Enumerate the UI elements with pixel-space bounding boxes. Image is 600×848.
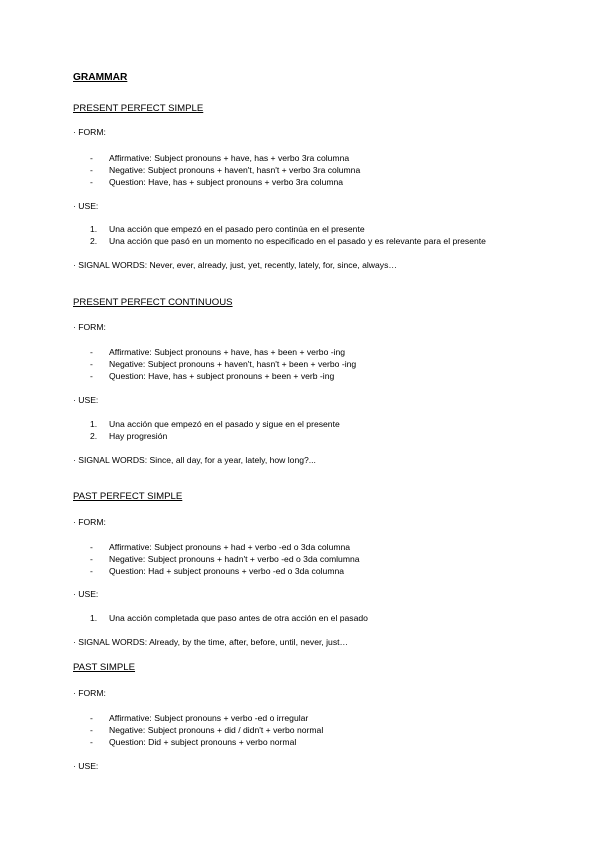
use-label: · USE: <box>73 761 99 771</box>
form-label: · FORM: <box>73 322 106 332</box>
signal-words: · SIGNAL WORDS: Never, ever, already, just, yet, recently, lately, for, since, always… <box>73 260 397 270</box>
use-label: · USE: <box>73 589 99 599</box>
form-item: Negative: Subject pronouns + did / didn't + verbo normal <box>109 725 324 735</box>
use-label: · USE: <box>73 395 99 405</box>
form-item: Negative: Subject pronouns + haven't, hasn't + been + verbo -ing <box>109 359 357 369</box>
form-item: Affirmative: Subject pronouns + have, has + verbo 3ra columna <box>109 153 350 163</box>
form-item: Affirmative: Subject pronouns + had + verbo -ed o 3da columna <box>109 542 351 552</box>
list-number: 2. <box>90 431 98 441</box>
list-number: 1. <box>90 224 98 234</box>
list-number: 1. <box>90 613 98 623</box>
bullet: - <box>90 371 93 381</box>
signal-words: · SIGNAL WORDS: Already, by the time, after, before, until, never, just… <box>73 637 349 647</box>
form-label: · FORM: <box>73 517 106 527</box>
form-item: Negative: Subject pronouns + hadn't + verbo -ed o 3da comlumna <box>109 554 360 564</box>
use-item: Una acción que empezó en el pasado pero continúa en el presente <box>109 224 365 234</box>
form-label: · FORM: <box>73 127 106 137</box>
form-item: Question: Had + subject pronouns + verbo -ed o 3da columna <box>109 566 345 576</box>
signal-words: · SIGNAL WORDS: Since, all day, for a year, lately, how long?... <box>73 455 316 465</box>
use-item: Hay progresión <box>109 431 168 441</box>
bullet: - <box>90 566 93 576</box>
list-number: 1. <box>90 419 98 429</box>
bullet: - <box>90 165 93 175</box>
bullet: - <box>90 725 93 735</box>
form-item: Question: Have, has + subject pronouns + been + verb -ing <box>109 371 335 381</box>
section-heading: PAST PERFECT SIMPLE <box>73 491 183 502</box>
form-item: Question: Did + subject pronouns + verbo normal <box>109 737 297 747</box>
section-heading: PRESENT PERFECT CONTINUOUS <box>73 297 233 308</box>
bullet: - <box>90 347 93 357</box>
bullet: - <box>90 554 93 564</box>
form-item: Negative: Subject pronouns + haven't, hasn't + verbo 3ra columna <box>109 165 361 175</box>
bullet: - <box>90 177 93 187</box>
page-title: GRAMMAR <box>73 72 128 83</box>
bullet: - <box>90 359 93 369</box>
section-heading: PRESENT PERFECT SIMPLE <box>73 103 204 114</box>
use-item: Una acción que pasó en un momento no especificado en el pasado y es relevante para el presente <box>109 236 486 246</box>
use-item: Una acción completada que paso antes de otra acción en el pasado <box>109 613 368 623</box>
bullet: - <box>90 542 93 552</box>
list-number: 2. <box>90 236 98 246</box>
section-heading: PAST SIMPLE <box>73 662 136 673</box>
use-label: · USE: <box>73 201 99 211</box>
form-item: Affirmative: Subject pronouns + verbo -ed o irregular <box>109 713 309 723</box>
use-item: Una acción que empezó en el pasado y sigue en el presente <box>109 419 340 429</box>
form-item: Affirmative: Subject pronouns + have, has + been + verbo -ing <box>109 347 346 357</box>
form-label: · FORM: <box>73 688 106 698</box>
form-item: Question: Have, has + subject pronouns + verbo 3ra columna <box>109 177 344 187</box>
bullet: - <box>90 713 93 723</box>
bullet: - <box>90 737 93 747</box>
bullet: - <box>90 153 93 163</box>
